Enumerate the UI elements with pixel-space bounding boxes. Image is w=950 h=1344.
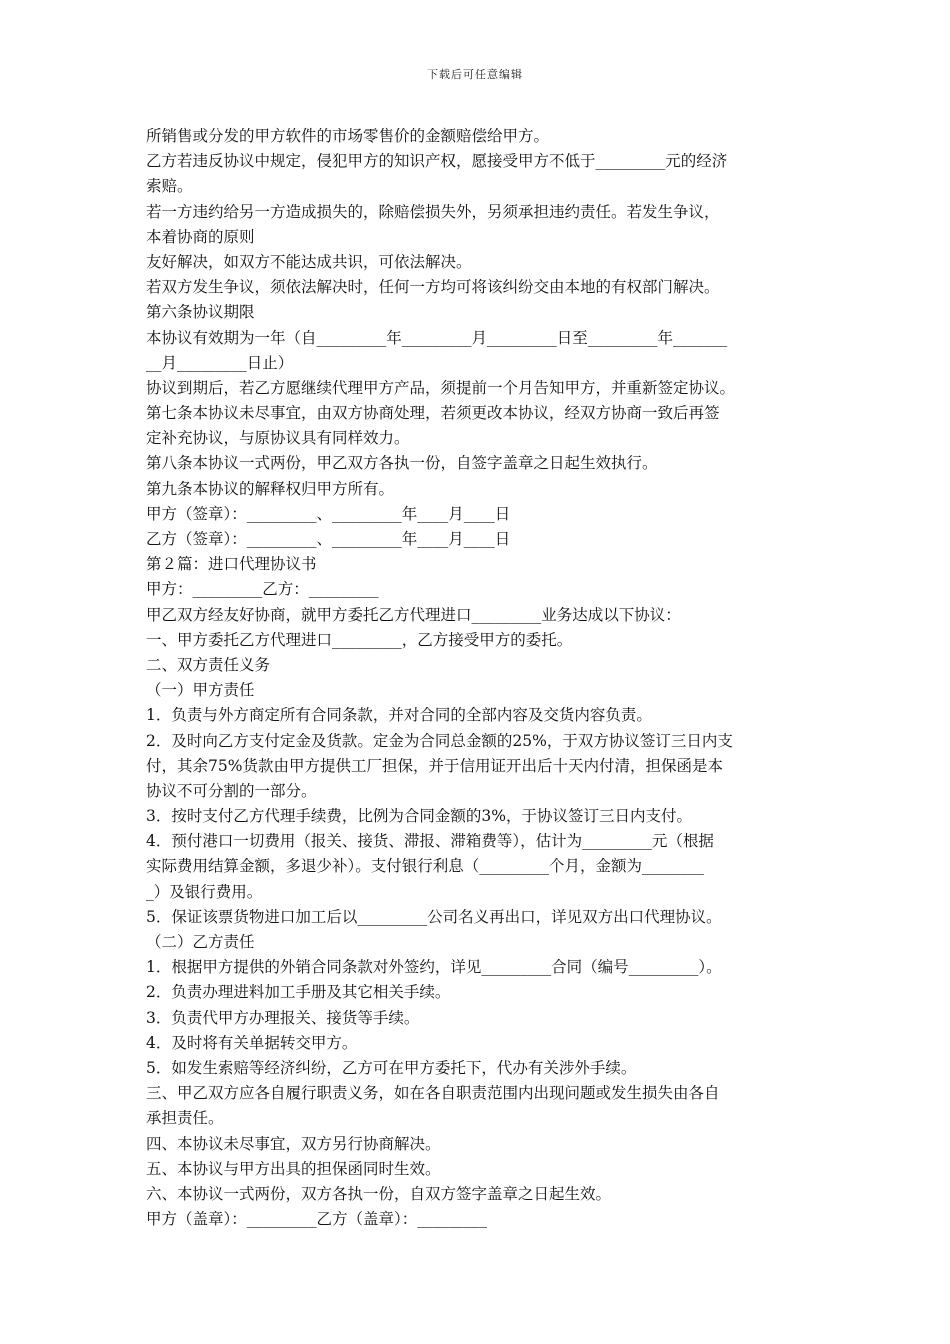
paragraph-line: 协议到期后，若乙方愿继续代理甲方产品，须提前一个月告知甲方，并重新签定协议。 (146, 378, 736, 397)
paragraph-line: 五、本协议与甲方出具的担保函同时生效。 (146, 1159, 441, 1178)
paragraph-line: 乙方若违反协议中规定，侵犯甲方的知识产权，愿接受甲方不低于_________元的经济 (146, 152, 728, 171)
subsection-heading: （一）甲方责任 (146, 681, 255, 700)
paragraph-line: 甲乙双方经友好协商，就甲方委托乙方代理进口_________业务达成以下协议： (146, 605, 681, 624)
paragraph-line: 第八条本协议一式两份，甲乙双方各执一份，自签字盖章之日起生效执行。 (146, 454, 658, 473)
paragraph-line: 第九条本协议的解释权归甲方所有。 (146, 479, 395, 498)
list-item: 协议不可分割的一部分。 (146, 781, 317, 800)
document-body (146, 124, 806, 1232)
list-item: 2．负责办理进料加工手册及其它相关手续。 (146, 983, 451, 1002)
paragraph-line: 本协议有效期为一年（自_________年_________月_________日至_________年_______ (146, 328, 728, 347)
section-heading: 二、双方责任义务 (146, 655, 271, 674)
page-header: 下载后可任意编辑 (427, 68, 523, 81)
section-heading: 第六条协议期限 (146, 303, 255, 322)
paragraph-line: 友好解决，如双方不能达成共识，可依法解决。 (146, 252, 472, 271)
list-item: 4．预付港口一切费用（报关、接货、滞报、滞箱费等），估计为_________元（根据 (146, 832, 714, 851)
paragraph-line: 若双方发生争议，须依法解决时，任何一方均可将该纠纷交由本地的有权部门解决。 (146, 278, 720, 297)
paragraph-line: 索赔。 (146, 177, 193, 196)
list-item: 1．根据甲方提供的外销合同条款对外签约，详见_________合同（编号_________）。 (146, 958, 722, 977)
document-title: 第２篇：进口代理协议书 (146, 555, 317, 574)
paragraph-line: __月_________日止） (146, 353, 294, 372)
parties-line: 甲方：_________乙方：_________ (146, 580, 379, 599)
paragraph-line: 三、甲乙双方应各自履行职责义务，如在各自职责范围内出现问题或发生损失由各自 (146, 1084, 720, 1103)
list-item: 1．负责与外方商定所有合同条款，并对合同的全部内容及交货内容负责。 (146, 706, 652, 725)
paragraph-line: 承担责任。 (146, 1109, 224, 1128)
paragraph-line: 第七条本协议未尽事宜，由双方协商处理，若须更改本协议，经双方协商一致后再签 (146, 404, 720, 423)
list-item: 付，其余75%货款由甲方提供工厂担保，并于信用证开出后十天内付清，担保函是本 (146, 756, 723, 775)
paragraph-line: 所销售或分发的甲方软件的市场零售价的金额赔偿给甲方。 (146, 127, 550, 145)
paragraph-line: 六、本协议一式两份，双方各执一份，自双方签字盖章之日起生效。 (146, 1184, 612, 1203)
list-item: 2．及时向乙方支付定金及货款。定金为合同总金额的25%，于双方协议签订三日内支 (146, 731, 733, 750)
paragraph-line: 若一方违约给另一方造成损失的，除赔偿损失外，另须承担违约责任。若发生争议， (146, 202, 720, 221)
paragraph-line: 一、甲方委托乙方代理进口_________，乙方接受甲方的委托。 (146, 630, 573, 649)
list-item: _）及银行费用。 (146, 882, 263, 901)
list-item: 5．如发生索赔等经济纠纷，乙方可在甲方委托下，代办有关涉外手续。 (146, 1058, 637, 1077)
signature-line: 乙方（签章）：_________、_________年____月____日 (146, 530, 511, 548)
paragraph-line: 定补充协议，与原协议具有同样效力。 (146, 429, 410, 448)
list-item: 实际费用结算金额，多退少补）。支付银行利息（_________个月，金额为________ (146, 857, 705, 876)
list-item: 4．及时将有关单据转交甲方。 (146, 1033, 358, 1052)
subsection-heading: （二）乙方责任 (146, 933, 255, 951)
paragraph-line: 本着协商的原则 (146, 227, 255, 246)
list-item: 3．按时支付乙方代理手续费，比例为合同金额的3%，于协议签订三日内支付。 (146, 807, 692, 826)
list-item: 5．保证该票货物进口加工后以_________公司名义再出口，详见双方出口代理协议。 (146, 907, 722, 926)
signature-line: 甲方（盖章）：_________乙方（盖章）：_________ (146, 1210, 488, 1229)
signature-line: 甲方（签章）：_________、_________年____月____日 (146, 504, 511, 523)
paragraph-line: 四、本协议未尽事宜，双方另行协商解决。 (146, 1134, 441, 1153)
list-item: 3．负责代甲方办理报关、接货等手续。 (146, 1008, 420, 1027)
